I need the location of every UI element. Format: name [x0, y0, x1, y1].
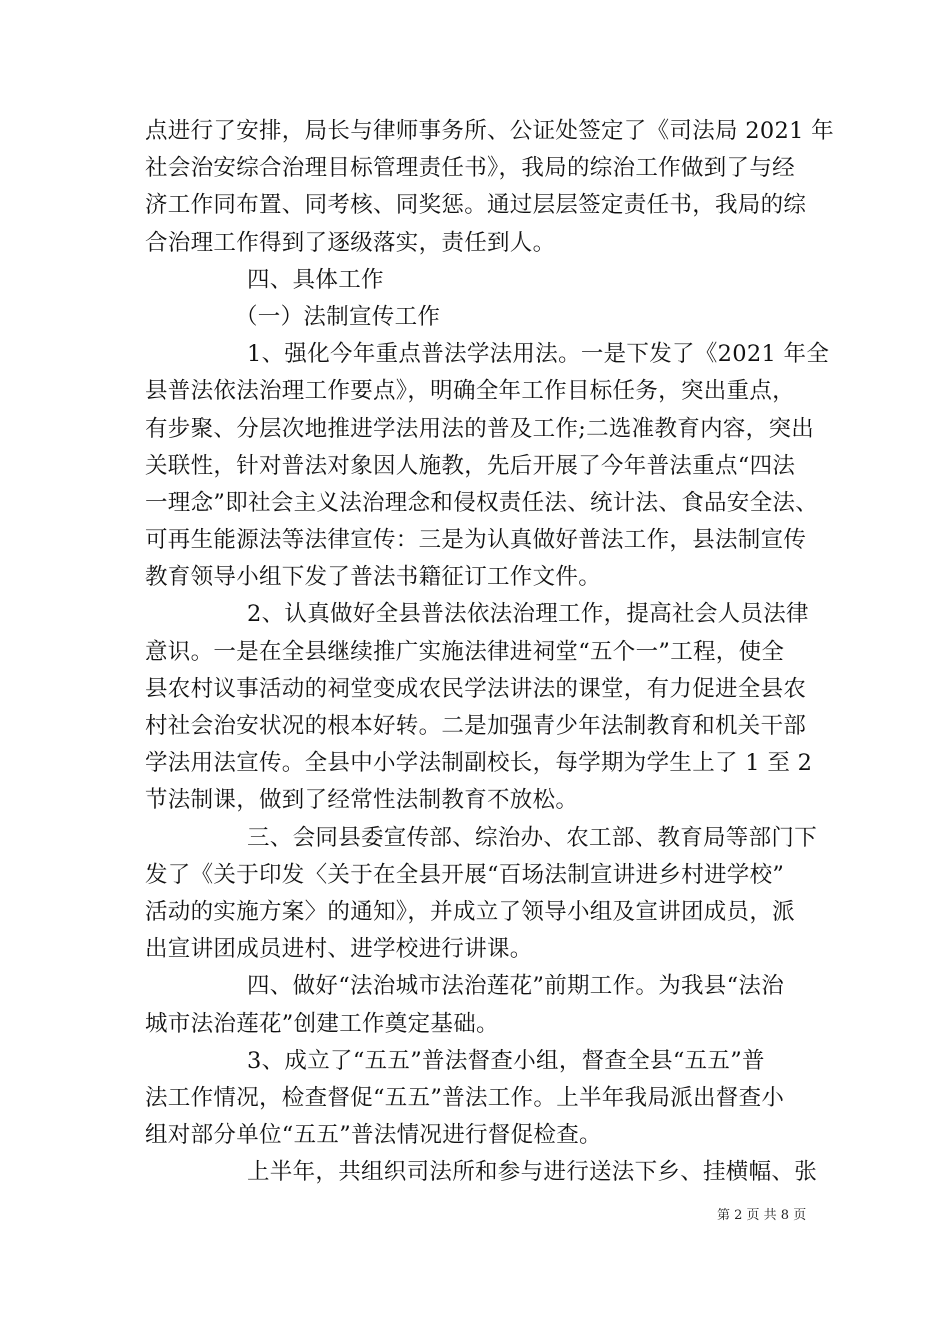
text-line: 1、强化今年重点普法学法用法。一是下发了《2021 年全: [247, 341, 830, 368]
text-line: 合治理工作得到了逐级落实，责任到人。: [145, 229, 556, 256]
text-line: 2、认真做好全县普法依法治理工作，提高社会人员法律: [247, 601, 809, 628]
text-line: 社会治安综合治理目标管理责任书》，我局的综治工作做到了与经: [145, 155, 795, 182]
text-line: 县农村议事活动的祠堂变成农民学法讲法的课堂，有力促进全县农: [145, 675, 807, 702]
text-line: 村社会治安状况的根本好转。二是加强青少年法制教育和机关干部: [145, 713, 807, 739]
text-line: 可再生能源法等法律宣传：三是为认真做好普法工作，县法制宣传: [145, 527, 807, 554]
text-line: 出宣讲团成员进村、进学校进行讲课。: [145, 936, 533, 963]
text-line: 城市法治莲花”创建工作奠定基础。: [145, 1010, 499, 1037]
text-line: 四、做好“法治城市法治莲花”前期工作。为我县“法治: [247, 973, 785, 1000]
text-line: 有步聚、分层次地推进学法用法的普及工作;二选准教育内容，突出: [145, 415, 815, 442]
text-line: 点进行了安排，局长与律师事务所、公证处签定了《司法局 2021 年: [145, 118, 834, 144]
text-line: （一）法制宣传工作: [235, 303, 441, 330]
text-line: 四、具体工作: [247, 266, 384, 293]
text-line: 关联性，针对普法对象因人施教，先后开展了今年普法重点“四法: [145, 452, 796, 479]
text-line: 县普法依法治理工作要点》，明确全年工作目标任务，突出重点，: [145, 378, 795, 405]
text-line: 活动的实施方案〉的通知》，并成立了领导小组及宣讲团成员，派: [145, 898, 795, 925]
text-line: 意识。一是在全县继续推广实施法律进祠堂“五个一”工程，使全: [145, 638, 785, 665]
page-number-footer: 第 2 页 共 8 页: [717, 1208, 807, 1223]
text-line: 发了《关于印发〈关于在全县开展“百场法制宣讲进乡村进学校”: [145, 861, 785, 888]
text-line: 三、会同县委宣传部、综治办、农工部、教育局等部门下: [247, 824, 818, 851]
text-line: 节法制课，做到了经常性法制教育不放松。: [145, 787, 579, 814]
text-line: 组对部分单位“五五”普法情况进行督促检查。: [145, 1122, 602, 1149]
text-line: 教育领导小组下发了普法书籍征订工作文件。: [145, 564, 602, 591]
text-line: 济工作同布置、同考核、同奖惩。通过层层签定责任书，我局的综: [145, 192, 807, 219]
text-line: 一理念”即社会主义法治理念和侵权责任法、统计法、食品安全法、: [145, 489, 819, 516]
document-body: [145, 113, 834, 1191]
text-line: 法工作情况，检查督促“五五”普法工作。上半年我局派出督查小: [145, 1084, 785, 1111]
text-line: 上半年，共组织司法所和参与进行送法下乡、挂横幅、张: [247, 1159, 818, 1186]
text-line: 学法用法宣传。全县中小学法制副校长，每学期为学生上了 1 至 2: [145, 750, 813, 777]
text-line: 3、成立了“五五”普法督查小组，督查全县“五五”普: [247, 1047, 765, 1074]
